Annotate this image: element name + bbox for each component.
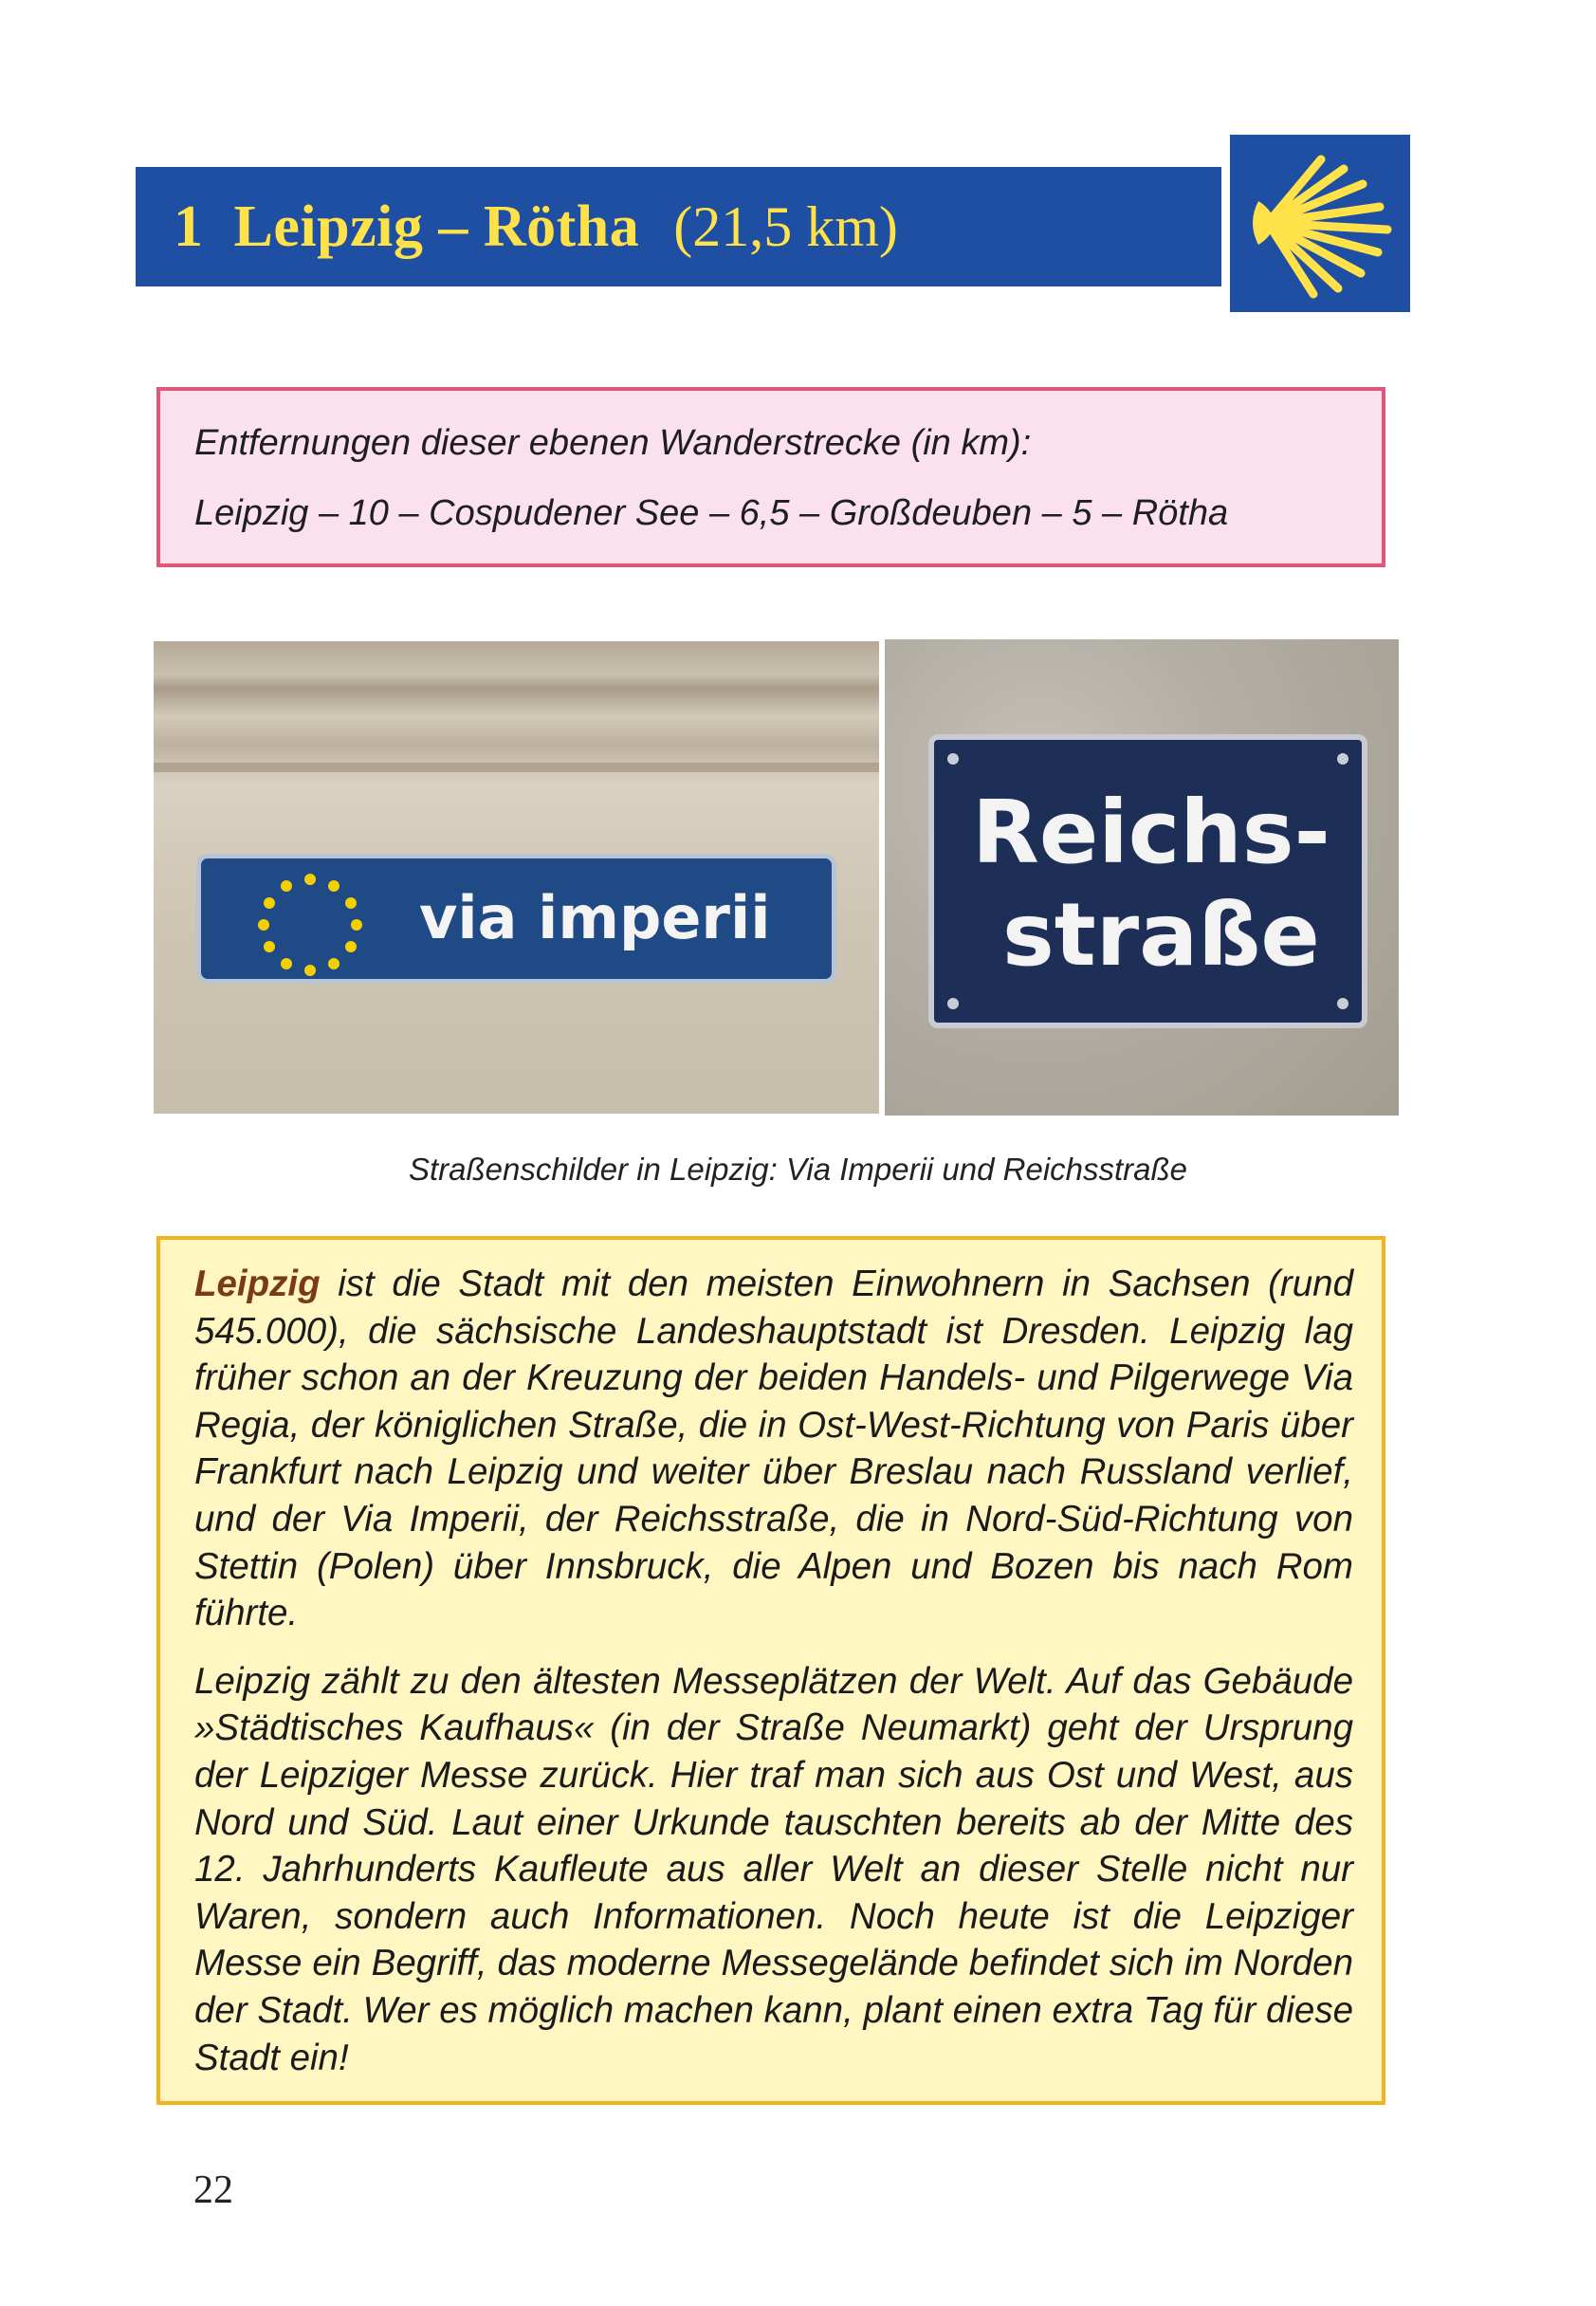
distances-heading: Entfernungen dieser ebenen Wanderstrecke (in km): [194, 423, 1032, 463]
distances-box [156, 387, 1385, 567]
info-box [156, 1236, 1385, 2105]
info-paragraph-1-text: ist die Stadt mit den meisten Einwohnern in Sachsen (rund 545.000), die sächsische Landeshauptstadt ist Dresden. Leipzig lag früher schon an der Kreuzung der beiden Handels- und Pilgerwege Via Regia, der königlichen Straße, die in Ost-West-Richtung von Paris über Frankfurt nach Leipzig und weiter über Breslau nach Russland verlief, und der Via Imperii, der Reichsstraße, die in Nord-Süd-Richtung von Stettin (Polen) über Innsbruck, die Alpen und Bozen bis nach Rom führte. [194, 1264, 1353, 1634]
reichsstrasse-sign-line2: straße [1002, 884, 1320, 986]
info-lead-word: Leipzig [194, 1264, 321, 1304]
chapter-title-bar [136, 167, 1221, 286]
chapter-distance: (21,5 km) [673, 194, 898, 258]
page-number: 22 [193, 2168, 233, 2212]
via-imperii-sign [196, 854, 836, 984]
reichsstrasse-sign-line1: Reichs- [972, 782, 1330, 883]
info-paragraph-2: Leipzig zählt zu den ältesten Messeplätzen der Welt. Auf das Gebäude »Städtisches Kaufhaus« (in der Straße Neumarkt) geht der Ursprung der Leipziger Messe zurück. Hier traf man sich aus Ost und West, aus Nord und Süd. Laut einer Urkunde tauschten bereits ab der Mitte des 12. Jahrhunderts Kaufleute aus aller Welt an dieser Stelle nicht nur Waren, sondern auch Informationen. Noch heute ist die Leipziger Messe ein Begriff, das moderne Messegelände befindet sich im Norden der Stadt. Wer es möglich machen kann, plant einen extra Tag für diese Stadt ein! [194, 1660, 1353, 2078]
photo-caption: Straßenschilder in Leipzig: Via Imperii und Reichsstraße [408, 1152, 1188, 1187]
photo-reichsstrasse-sign [885, 639, 1399, 1116]
eu-stars-icon [248, 868, 372, 980]
photo-via-imperii-sign [154, 641, 879, 1114]
scallop-shell-icon [1230, 135, 1410, 312]
reichsstrasse-sign [928, 734, 1367, 1028]
distances-route: Leipzig – 10 – Cospudener See – 6,5 – Großdeuben – 5 – Rötha [194, 493, 1229, 533]
via-imperii-sign-text: via imperii [419, 883, 771, 952]
chapter-title: 1 Leipzig – Rötha [174, 194, 640, 259]
info-paragraph-1 [194, 1261, 1353, 1637]
